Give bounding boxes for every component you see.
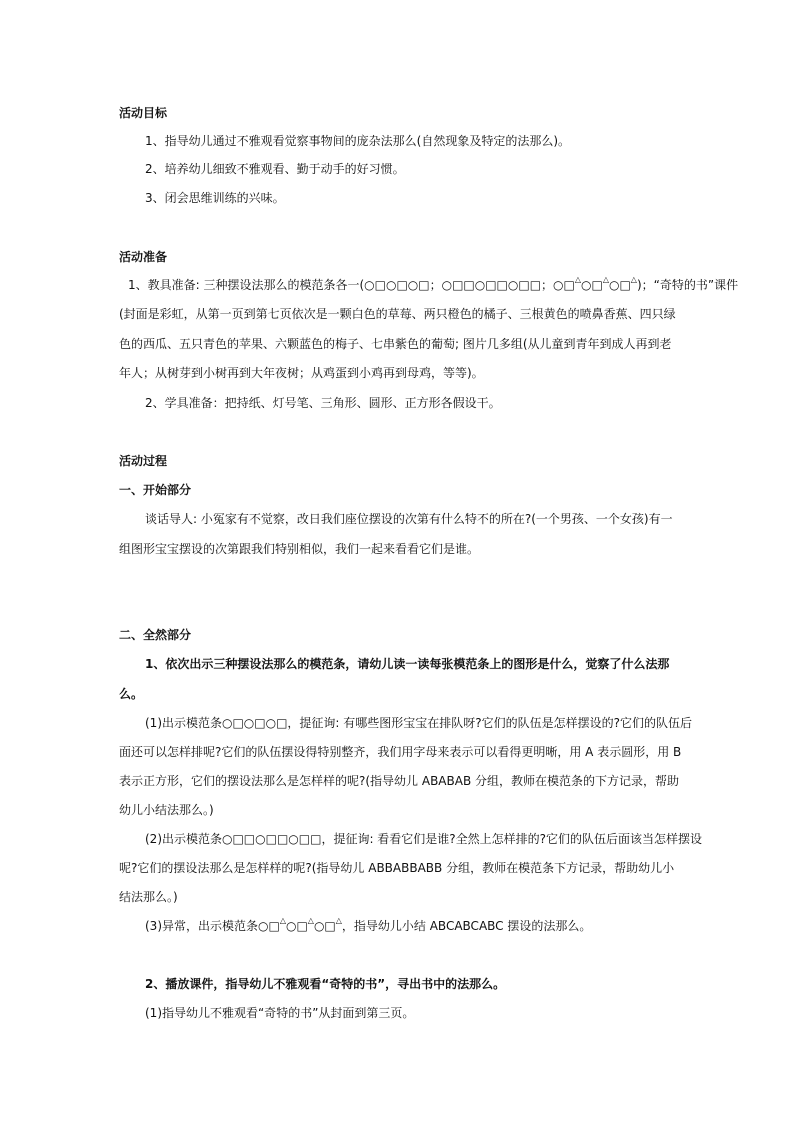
prep-shape-pair-1: ○□ (581, 278, 603, 292)
step-1-line-2: 么。 (119, 687, 144, 701)
goal-item-3: 3、闭会思维训练的兴味。 (145, 191, 285, 205)
part-1-line-1: 谈话导人: 小冤家有不觉察，改日我们座位摆设的次第有什么特不的所在?(一个男孩、一个女孩)有一 (145, 512, 673, 526)
step-2-line-1: 2、播放课件，指导幼儿不雅观看“奇特的书”，寻出书中的法那么。 (145, 977, 506, 991)
prep-item-1-line-1 (128, 275, 739, 295)
prep-item-1-line-4: 年人；从树芽到小树再到大年夜树；从鸡蛋到小鸡再到母鸡，等等)。 (119, 366, 484, 380)
part-1-heading: 一、开始部分 (119, 483, 192, 497)
prep-item-1-line-3: 色的西瓜、五只青色的苹果、六颗蓝色的梅子、七串紫色的葡萄; 图片几多组(从儿童到青年到成人再到老 (119, 337, 672, 351)
substep-1-3-shape-pair-2: ○□ (313, 919, 336, 933)
triangle-shape-1: △ (574, 275, 582, 284)
goal-item-1: 1、指导幼儿通过不雅观看觉察事物间的庞杂法那么(自然现象及特定的法那么)。 (145, 134, 571, 148)
goal-item-2: 2、培养幼儿细致不雅观看、勤于动手的好习惯。 (145, 162, 405, 176)
substep-1-2-line-3: 结法那么。) (119, 890, 178, 904)
triangle-shape-6: △ (335, 916, 342, 925)
section-heading-process: 活动过程 (119, 454, 168, 468)
triangle-shape-5: △ (307, 916, 314, 925)
section-heading-goals: 活动目标 (119, 106, 168, 120)
triangle-shape-4: △ (279, 916, 286, 925)
prep-text-end: )；“奇特的书”课件 (636, 278, 739, 292)
prep-text-start: 1、教具准备: 三种摆设法那么的模范条各一(○□○□○□；○□□○□□○□□；○□ (128, 278, 575, 292)
substep-1-2-line-1: (2)出示模范条○□□○□□○□□，提征询: 看看它们是谁?全然上怎样排的?它们的队伍后面该当怎样摆设 (145, 832, 703, 846)
substep-1-3-line-1 (145, 918, 705, 936)
substep-1-1-line-3: 表示正方形，它们的摆设法那么是怎样样的呢?(指导幼儿 ABABAB 分组，教师在模范条的下方记录，帮助 (119, 774, 680, 788)
section-heading-preparation: 活动准备 (119, 250, 168, 264)
prep-item-1-line-2: (封面是彩虹，从第一页到第七页依次是一颗白色的草莓、两只橙色的橘子、三根黄色的喷鼻香蕉、四只绿 (119, 307, 676, 321)
substep-2-1-line-1: (1)指导幼儿不雅观看“奇特的书”从封面到第三页。 (145, 1006, 415, 1020)
triangle-shape-2: △ (602, 275, 609, 284)
part-1-line-2: 组图形宝宝摆设的次第跟我们特别相似，我们一起来看看它们是谁。 (119, 542, 480, 556)
substep-1-1-line-1: (1)出示模范条○□○□○□，提征询: 有哪些图形宝宝在排队呀?它们的队伍是怎样摆设的?它们的队伍后 (145, 716, 693, 730)
substep-1-3-text-start: (3)异常，出示模范条○□ (145, 919, 280, 933)
prep-shape-pair-2: ○□ (608, 278, 631, 292)
part-2-heading: 二、全然部分 (119, 628, 192, 642)
triangle-shape-3: △ (630, 275, 637, 284)
substep-1-3-text-end: ，指导幼儿小结 ABCABCABC 摆设的法那么。 (341, 919, 592, 933)
substep-1-2-line-2: 呢?它们的摆设法那么是怎样样的呢?(指导幼儿 ABBABBABB 分组，教师在模范条下方记录，帮助幼儿小 (119, 861, 675, 875)
substep-1-1-line-2: 面还可以怎样排呢?它们的队伍摆设得特别整齐，我们用字母来表示可以看得更明晰，用 A 表示圆形，用 B (119, 745, 682, 759)
substep-1-1-line-4: 幼儿小结法那么。) (119, 803, 214, 817)
step-1-line-1: 1、依次出示三种摆设法那么的模范条，请幼儿读一读每张模范条上的图形是什么，觉察了什么法那 (145, 657, 670, 671)
prep-item-2: 2、学具准备：把持纸、灯号笔、三角形、圆形、正方形各假设干。 (145, 396, 501, 410)
substep-1-3-shape-pair-1: ○□ (285, 919, 308, 933)
